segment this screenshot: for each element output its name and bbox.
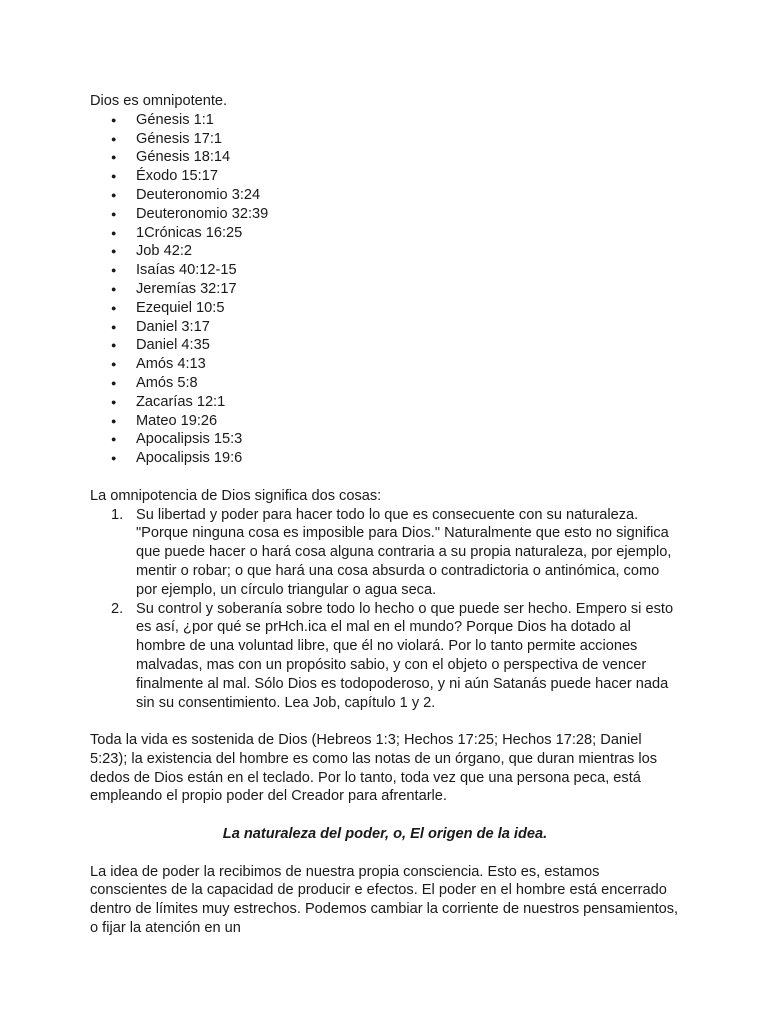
list-item: ● Isaías 40:12-15 — [90, 261, 680, 280]
paragraph-spacer — [90, 806, 680, 825]
list-item: ● Amós 4:13 — [90, 355, 680, 374]
paragraph-spacer — [90, 844, 680, 863]
list-item: ● Deuteronomio 3:24 — [90, 186, 680, 205]
list-item: ● Jeremías 32:17 — [90, 280, 680, 299]
list-item: ● Éxodo 15:17 — [90, 167, 680, 186]
list-item: ● Job 42:2 — [90, 242, 680, 261]
list-item: ● Daniel 4:35 — [90, 336, 680, 355]
list-item: ● Génesis 18:14 — [90, 148, 680, 167]
list-item: ● Génesis 1:1 — [90, 111, 680, 130]
list-item: ● Daniel 3:17 — [90, 318, 680, 337]
scripture-reference-list — [90, 111, 680, 468]
paragraph-spacer — [90, 468, 680, 487]
point-text: Su libertad y poder para hacer todo lo que es consecuente con su naturaleza. "Porque ninguna cosa es imposible para Dios." Naturalmente que esto no significa que puede hacer o hará cosa alguna contraria a su propia naturaleza, por ejemplo, mentir o robar; o que hará una cosa absurda o contradictoria o antinómica, como por ejemplo, un círculo triangular o agua seca. — [136, 506, 672, 598]
numbered-point — [90, 600, 680, 713]
list-item: ● Apocalipsis 15:3 — [90, 430, 680, 449]
numbered-point — [90, 506, 680, 600]
point-text: Su control y soberanía sobre todo lo hecho o que puede ser hecho. Empero si esto es así, ¿por qué se prHch.ica el mal en el mundo? Porque Dios ha dotado al hombre de una voluntad libre, que él no violará. Por lo tanto permite acciones malvadas, mas con un propósito sabio, y con el objeto o perspectiva de vencer finalmente al mal. Sólo Dios es todopoderoso, y ni aún Satanás puede hacer nada sin su consentimiento. Lea Job, capítulo 1 y 2. — [136, 600, 674, 711]
list-item: ● Génesis 17:1 — [90, 130, 680, 149]
intro-line: Dios es omnipotente. — [90, 93, 228, 109]
paragraph-life: Toda la vida es sostenida de Dios (Hebreos 1:3; Hechos 17:25; Hechos 17:28; Daniel 5:23); la existencia del hombre es como las notas de un órgano, que duran mientras los dedos de Dios están en el teclado. Por lo tanto, toda vez que una persona peca, está empleando el propio poder del Creador para afrentarle. — [90, 732, 658, 805]
list-item: ● Ezequiel 10:5 — [90, 299, 680, 318]
meaning-intro: La omnipotencia de Dios significa dos cosas: — [90, 487, 382, 504]
paragraph-spacer — [90, 712, 680, 731]
list-item: ● Mateo 19:26 — [90, 412, 680, 431]
document-page — [90, 92, 680, 938]
list-item: ● Apocalipsis 19:6 — [90, 449, 680, 468]
paragraph-idea: La idea de poder la recibimos de nuestra propia consciencia. Esto es, estamos conscientes de la capacidad de producir e efectos. El poder en el hombre está encerrado dentro de límites muy estrechos. Podemos cambiar la corriente de nuestros pensamientos, o fijar la atención en un — [90, 863, 679, 937]
list-item: ● Deuteronomio 32:39 — [90, 205, 680, 224]
list-item: ● Amós 5:8 — [90, 374, 680, 393]
list-item: ● 1Crónicas 16:25 — [90, 224, 680, 243]
list-item: ● Zacarías 12:1 — [90, 393, 680, 412]
section-heading: La naturaleza del poder, o, El origen de la idea. — [222, 826, 548, 843]
point-number: 2. — [111, 600, 124, 617]
point-number: 1. — [111, 506, 124, 523]
numbered-points-list — [90, 506, 680, 713]
